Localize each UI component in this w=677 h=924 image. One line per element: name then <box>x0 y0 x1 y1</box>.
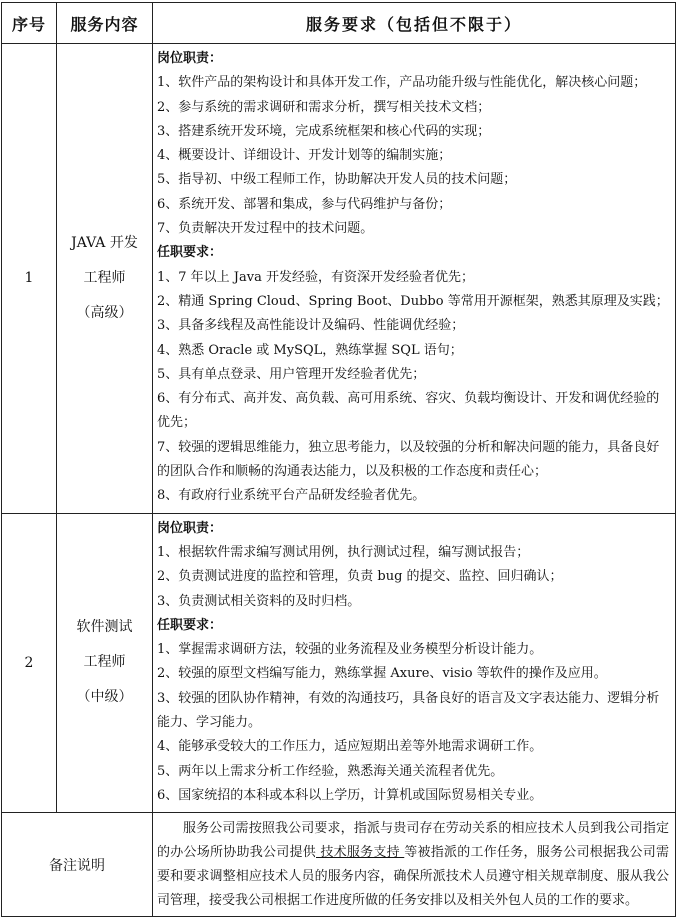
note-text-underlined: 技术服务支持 <box>316 845 405 860</box>
requirements-table <box>1 2 676 917</box>
service-line: 工程师 <box>83 654 126 671</box>
duty-item: 3、负责测试相关资料的及时归档。 <box>157 593 361 609</box>
duty-item: 3、搭建系统开发环境，完成系统框架和核心代码的实现； <box>157 123 491 139</box>
qualification-item: 5、具有单点登录、用户管理开发经验者优先； <box>157 366 426 382</box>
header-service: 服务内容 <box>57 3 153 44</box>
service-line: JAVA 开发 <box>71 234 138 251</box>
duty-item: 7、负责解决开发过程中的技术问题。 <box>157 221 374 237</box>
qualification-item: 6、有分布式、高并发、高负载、高可用系统、容灾、负载均衡设计、开发和调优经验的优先； <box>157 391 660 431</box>
header-row <box>2 3 676 44</box>
qualification-item: 2、较强的原型文档编写能力，熟练掌握 Axure、visio 等软件的操作及应用。 <box>157 666 607 682</box>
row-requirements <box>153 44 676 514</box>
duty-item: 1、软件产品的架构设计和具体开发工作，产品功能升级与性能优化，解决核心问题； <box>157 75 647 91</box>
qualification-item: 5、两年以上需求分析工作经验，熟悉海关通关流程者优先。 <box>157 763 504 779</box>
qualification-item: 4、熟悉 Oracle 或 MySQL，熟练掌握 SQL 语句； <box>157 342 463 358</box>
duty-item: 2、负责测试进度的监控和管理，负责 bug 的提交、监控、回归确认； <box>157 569 563 585</box>
qualification-item: 6、国家统招的本科或本科以上学历，计算机或国际贸易相关专业。 <box>157 787 543 803</box>
header-seq: 序号 <box>2 3 57 44</box>
qualification-item: 8、有政府行业系统平台产品研发经验者优先。 <box>157 488 426 504</box>
row-seq: 2 <box>2 513 57 813</box>
row-service <box>57 513 153 813</box>
qualification-item: 2、精通 Spring Cloud、Spring Boot、Dubbo 等常用开源框架，熟悉其原理及实践； <box>157 293 669 309</box>
note-text-before: 服务公司需按照我公司要求，指派与贵司存在劳动关系的相应技术人员到我公司指定的办公场所协助我公司提供 <box>157 821 669 860</box>
note-text-after: 等被指派的工作任务，服务公司根据我公司需要和要求调整相应技术人员的服务内容，确保所派技术人员遵守相关规章制度、服从我公司管理，接受我公司根据工作进度所做的任务安排以及相关外包人员的工作的要求。 <box>157 845 669 908</box>
note-label: 备注说明 <box>2 813 153 917</box>
duty-item: 1、根据软件需求编写测试用例，执行测试过程，编写测试报告； <box>157 544 530 560</box>
row-service <box>57 44 153 514</box>
qualification-item: 1、掌握需求调研方法，较强的业务流程及业务模型分析设计能力。 <box>157 642 543 658</box>
service-line: 工程师 <box>83 269 126 286</box>
duty-item: 5、指导初、中级工程师工作，协助解决开发人员的技术问题； <box>157 172 517 188</box>
qualifications-title: 任职要求： <box>157 617 223 633</box>
note-row <box>2 813 676 917</box>
qualification-item: 3、较强的团队协作精神，有效的沟通技巧，具备良好的语言及文字表达能力、逻辑分析能力、学习能力。 <box>157 690 660 731</box>
header-requirements: 服务要求（包括但不限于） <box>153 3 676 44</box>
duties-title: 岗位职责： <box>157 520 223 536</box>
service-line: 软件测试 <box>76 619 133 636</box>
qualification-item: 3、具备多线程及高性能设计及编码、性能调优经验； <box>157 318 465 334</box>
row-requirements <box>153 513 676 813</box>
duties-title: 岗位职责： <box>157 51 223 66</box>
qualification-item: 7、较强的逻辑思维能力，独立思考能力，以及较强的分析和解决问题的能力，具备良好的团队合作和顺畅的沟通表达能力，以及积极的工作态度和责任心； <box>157 439 660 480</box>
note-text <box>153 813 676 917</box>
qualifications-title: 任职要求： <box>157 245 223 261</box>
qualification-item: 1、7 年以上 Java 开发经验，有资深开发经验者优先； <box>157 269 474 285</box>
service-line: （高级） <box>76 304 133 321</box>
duty-item: 2、参与系统的需求调研和需求分析，撰写相关技术文档； <box>157 99 491 115</box>
table-row <box>2 44 676 514</box>
qualification-item: 4、能够承受较大的工作压力，适应短期出差等外地需求调研工作。 <box>157 739 543 755</box>
table-row <box>2 513 676 813</box>
duty-item: 6、系统开发、部署和集成，参与代码维护与备份； <box>157 196 452 212</box>
duty-item: 4、概要设计、详细设计、开发计划等的编制实施； <box>157 148 452 164</box>
row-seq: 1 <box>2 44 57 514</box>
service-line: （中级） <box>76 689 133 706</box>
